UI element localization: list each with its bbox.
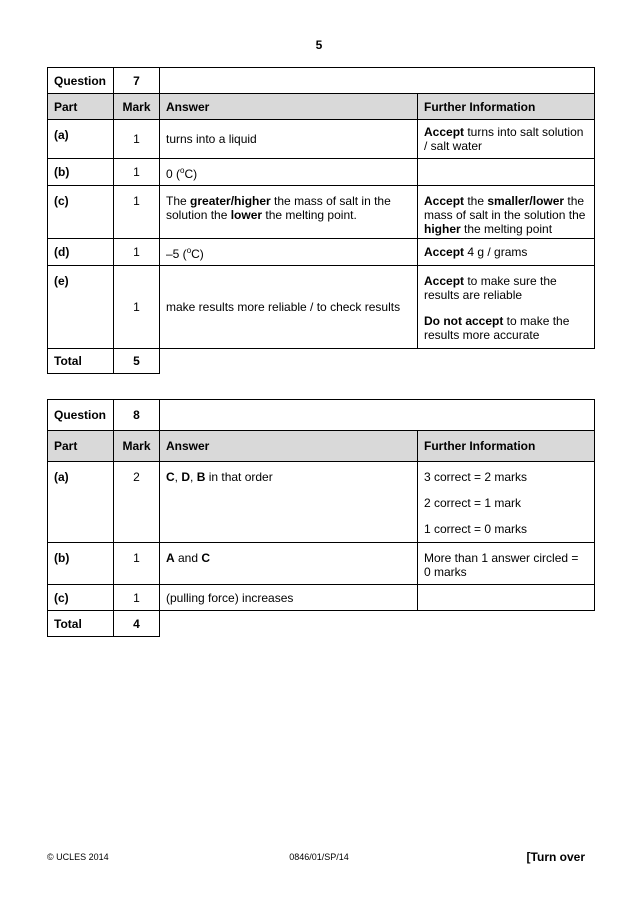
mark-cell: 1 — [114, 266, 160, 349]
total-blank — [160, 611, 595, 637]
answer-bold: lower — [230, 208, 263, 222]
answer-unit: C) — [191, 246, 204, 261]
info-cell — [418, 585, 595, 611]
info-para — [424, 314, 588, 342]
answer-text: and — [174, 551, 202, 565]
answer-cell — [160, 186, 418, 239]
answer-bold: D — [181, 470, 191, 484]
info-text: the melting point — [460, 222, 553, 236]
question-label: Question — [48, 68, 114, 94]
info-cell — [418, 239, 595, 266]
question-row — [48, 400, 595, 431]
question-row — [48, 68, 595, 94]
table-row — [48, 585, 595, 611]
info-text: turns into salt solution / salt water — [424, 125, 584, 153]
question-blank — [160, 400, 595, 431]
info-para: 2 correct = 1 mark — [424, 496, 522, 510]
table-row — [48, 186, 595, 239]
mark-cell: 1 — [114, 543, 160, 585]
answer-cell — [160, 462, 418, 543]
info-bold: higher — [424, 222, 461, 236]
info-bold: smaller/lower — [487, 194, 565, 208]
answer-text: The — [166, 194, 191, 208]
mark-cell: 1 — [114, 186, 160, 239]
answer-text: –5 ( — [166, 246, 187, 261]
mark-cell: 1 — [114, 120, 160, 159]
reject-label: Do not accept — [424, 314, 504, 328]
answer-bold: greater/higher — [190, 194, 271, 208]
part-cell: (c) — [48, 186, 114, 239]
answer-text: , — [174, 470, 182, 484]
answer-cell — [160, 239, 418, 266]
answer-bold: C — [201, 551, 211, 565]
info-text: to make the results more accurate — [424, 314, 570, 342]
header-mark: Mark — [114, 94, 160, 120]
part-cell: (a) — [48, 462, 114, 543]
question-number: 7 — [114, 68, 160, 94]
answer-cell: (pulling force) increases — [160, 585, 418, 611]
header-info: Further Information — [418, 94, 595, 120]
answer-cell: make results more reliable / to check results — [160, 266, 418, 349]
question-number: 8 — [114, 400, 160, 431]
header-part: Part — [48, 431, 114, 462]
answer-text: the mass of salt in the solution the — [166, 194, 391, 222]
header-mark: Mark — [114, 431, 160, 462]
table-row — [48, 543, 595, 585]
answer-bold: B — [196, 470, 206, 484]
total-row — [48, 611, 595, 637]
info-cell — [418, 462, 595, 543]
header-row — [48, 431, 595, 462]
part-cell: (b) — [48, 159, 114, 186]
answer-cell — [160, 159, 418, 186]
part-cell: (d) — [48, 239, 114, 266]
table-row — [48, 266, 595, 349]
info-text: to make sure the results are reliable — [424, 274, 557, 302]
header-row — [48, 94, 595, 120]
question-blank — [160, 68, 595, 94]
mark-cell: 1 — [114, 585, 160, 611]
answer-cell — [160, 543, 418, 585]
mark-cell: 1 — [114, 239, 160, 266]
answer-bold: A — [166, 551, 175, 565]
info-para: 3 correct = 2 marks — [424, 470, 528, 484]
header-info: Further Information — [418, 431, 595, 462]
accept-label: Accept — [424, 274, 465, 288]
answer-text: in that order — [205, 470, 273, 484]
page-number: 5 — [315, 38, 323, 52]
info-cell — [418, 266, 595, 349]
footer-code: 0846/01/SP/14 — [289, 852, 349, 862]
info-cell: More than 1 answer circled = 0 marks — [418, 543, 595, 585]
mark-cell: 2 — [114, 462, 160, 543]
part-cell: (c) — [48, 585, 114, 611]
header-answer: Answer — [160, 431, 418, 462]
total-label: Total — [48, 349, 114, 374]
part-cell: (a) — [48, 120, 114, 159]
info-para: 1 correct = 0 marks — [424, 522, 528, 536]
answer-text: the melting point. — [262, 208, 357, 222]
question-7-table — [47, 67, 595, 374]
info-text: the mass of salt in the solution the — [424, 194, 586, 222]
total-blank — [160, 349, 595, 374]
info-text: 4 g / grams — [464, 245, 528, 259]
answer-cell: turns into a liquid — [160, 120, 418, 159]
info-para — [424, 274, 588, 302]
info-text: the — [464, 194, 488, 208]
total-row — [48, 349, 595, 374]
answer-bold: C — [166, 470, 175, 484]
total-value: 4 — [114, 611, 160, 637]
accept-label: Accept — [424, 125, 465, 139]
footer-copyright: © UCLES 2014 — [47, 852, 109, 862]
info-cell — [418, 159, 595, 186]
accept-label: Accept — [424, 194, 465, 208]
total-value: 5 — [114, 349, 160, 374]
footer-turn-over: [Turn over — [526, 850, 585, 864]
question-8-table — [47, 399, 595, 637]
mark-cell: 1 — [114, 159, 160, 186]
degree-sup: o — [186, 245, 192, 255]
accept-label: Accept — [424, 245, 465, 259]
table-row — [48, 462, 595, 543]
table-row — [48, 239, 595, 266]
header-part: Part — [48, 94, 114, 120]
answer-unit: C) — [184, 166, 198, 181]
table-row — [48, 159, 595, 186]
info-cell — [418, 120, 595, 159]
header-answer: Answer — [160, 94, 418, 120]
question-label: Question — [48, 400, 114, 431]
table-row — [48, 120, 595, 159]
answer-text: , — [190, 470, 197, 484]
info-cell — [418, 186, 595, 239]
answer-text: 0 ( — [166, 166, 181, 181]
total-label: Total — [48, 611, 114, 637]
part-cell: (b) — [48, 543, 114, 585]
part-cell: (e) — [48, 266, 114, 349]
degree-sup: o — [180, 165, 185, 175]
